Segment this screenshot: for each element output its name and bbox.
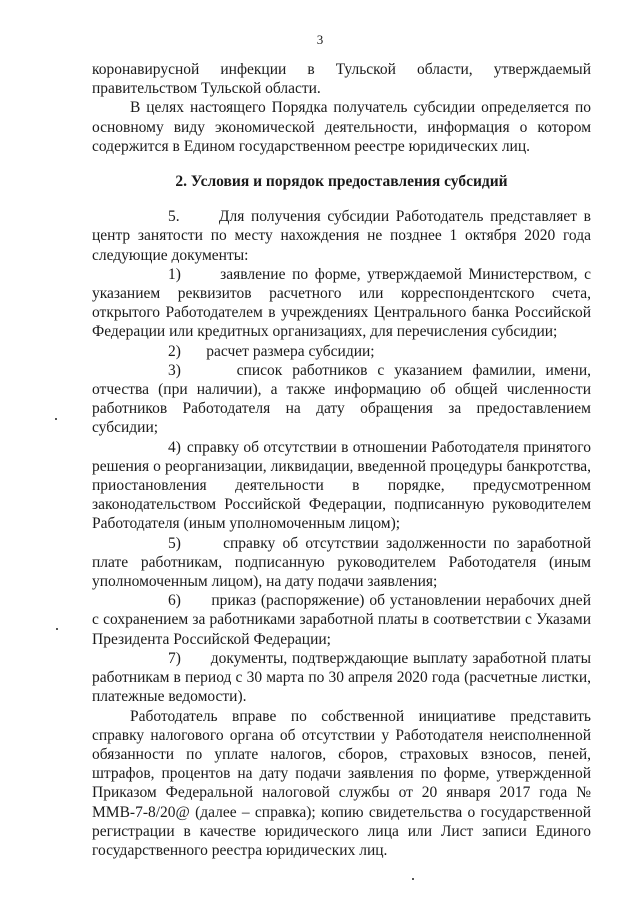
list-item-7-number: 7) bbox=[168, 649, 181, 667]
list-item-3-text: список работников с указанием фамилии, имени, отчества (при наличии), а также информацию об общей численности работников Работодателя на дату обращения за предоставлением субсидии; bbox=[92, 361, 591, 437]
list-item-4-number: 4) bbox=[168, 438, 181, 456]
list-item-6-number: 6) bbox=[168, 592, 181, 610]
list-item-2-text: расчет размера субсидии; bbox=[206, 342, 375, 360]
list-item-1 bbox=[92, 265, 591, 342]
closing-paragraph: Работодатель вправе по собственной инициативе представить справку налогового органа об отсутствии у Работодателя неисполненной обязанности по уплате налогов, сборов, страховых взносов, пеней, штрафов, процентов на дату подачи заявления по форме, утвержденной Приказом Федеральной налоговой службы от 20 января 2017 года № ММВ-7-8/20@ (далее – справка); копию свидетельства о государственной регистрации в качестве юридического лица или Лист записи Единого государственного реестра юридических лиц. bbox=[92, 707, 591, 859]
section-heading: 2. Условия и порядок предоставления субсидий bbox=[175, 173, 508, 191]
list-item-3-number: 3) bbox=[168, 361, 181, 379]
list-item-4-text: справку об отсутствии в отношении Работодателя принятого решения о реорганизации, ликвидации, введенной процедуры банкротства, приостановления деятельности в порядке, предусмотренном законодательством Российской Федерации, подписанную руководителем Работодателя (иным уполномоченным лицом); bbox=[92, 438, 591, 533]
clause-5 bbox=[92, 207, 591, 265]
page-number: 3 bbox=[316, 32, 324, 47]
list-item-5-text: справку об отсутствии задолженности по заработной плате работникам, подписанную руководителем Работодателя (иным уполномоченным лицом), на дату подачи заявления; bbox=[92, 534, 591, 591]
clause-5-text: Для получения субсидии Работодатель представляет в центр занятости по месту нахождения не позднее 1 октября 2020 года следующие документы: bbox=[92, 208, 592, 264]
scan-speck bbox=[56, 628, 58, 630]
list-item-5-number: 5) bbox=[168, 534, 181, 552]
list-item-1-text: заявление по форме, утверждаемой Министерством, с указанием реквизитов расчетного или корреспондентского счета, открытого Работодателем в учреждениях Центрального банка Российской Федерации или кредитных организациях, для перечисления субсидии; bbox=[92, 265, 591, 341]
scan-speck bbox=[55, 418, 57, 420]
list-item-1-number: 1) bbox=[168, 265, 181, 283]
list-item-2-number: 2) bbox=[168, 342, 181, 360]
list-item-2 bbox=[92, 342, 591, 361]
clause-5-number: 5. bbox=[168, 208, 180, 226]
document-body bbox=[92, 60, 591, 860]
list-item-7 bbox=[92, 649, 591, 707]
list-item-4 bbox=[92, 438, 591, 534]
scan-speck bbox=[412, 878, 414, 880]
list-item-3 bbox=[92, 361, 591, 438]
list-item-5 bbox=[92, 534, 591, 592]
intro-paragraph-1: коронавирусной инфекции в Тульской области, утверждаемый правительством Тульской области. bbox=[92, 61, 591, 98]
list-item-6 bbox=[92, 591, 591, 649]
list-item-6-text: приказ (распоряжение) об установлении нерабочих дней с сохранением за работниками заработной платы в соответствии с Указами Президента Российской Федерации; bbox=[92, 592, 591, 648]
intro-paragraph-2: В целях настоящего Порядка получатель субсидии определяется по основному виду экономической деятельности, информация о котором содержится в Едином государственном реестре юридических лиц. bbox=[92, 99, 591, 155]
list-item-7-text: документы, подтверждающие выплату заработной платы работникам в период с 30 марта по 30 апреля 2020 года (расчетные листки, платежные ведомости). bbox=[92, 649, 591, 706]
